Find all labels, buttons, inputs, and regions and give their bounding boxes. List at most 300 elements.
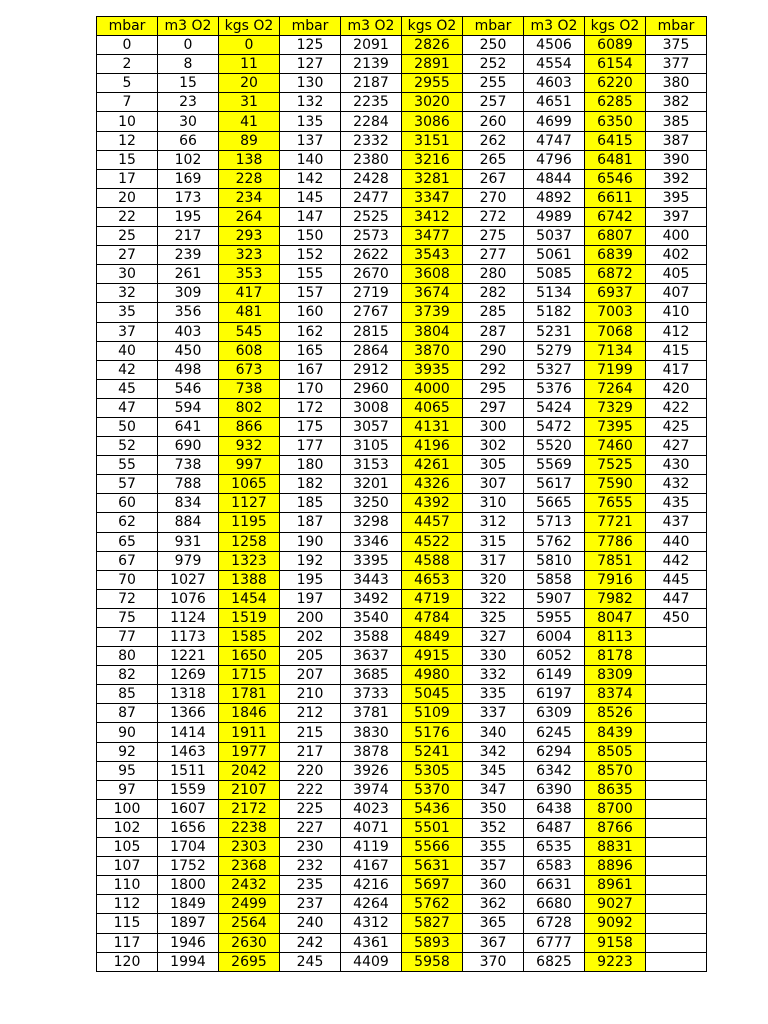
table-cell: 317 [463,551,524,570]
table-cell: 52 [97,437,158,456]
table-cell: 5631 [402,857,463,876]
table-cell: 42 [97,360,158,379]
table-cell: 62 [97,513,158,532]
table-cell: 82 [97,666,158,685]
table-row [97,417,707,436]
table-cell: 210 [280,685,341,704]
table-cell: 157 [280,284,341,303]
table-cell: 3057 [341,417,402,436]
table-cell: 80 [97,647,158,666]
table-cell: 6154 [585,55,646,74]
table-cell: 931 [158,532,219,551]
table-cell: 2912 [341,360,402,379]
table-cell: 834 [158,494,219,513]
table-cell: 50 [97,417,158,436]
table-cell: 172 [280,398,341,417]
table-cell: 6487 [524,818,585,837]
table-cell: 7851 [585,551,646,570]
table-row [97,914,707,933]
table-cell: 4065 [402,398,463,417]
table-cell: 4023 [341,799,402,818]
table-cell: 3216 [402,150,463,169]
table-cell: 145 [280,188,341,207]
table-row [97,74,707,93]
table-cell [646,895,707,914]
table-cell: 7003 [585,303,646,322]
table-cell: 6149 [524,666,585,685]
table-row [97,169,707,188]
table-cell: 15 [97,150,158,169]
table-cell: 4264 [341,895,402,914]
table-cell [646,952,707,971]
table-cell: 2332 [341,131,402,150]
table-cell: 3151 [402,131,463,150]
table-cell: 4071 [341,818,402,837]
table-cell: 0 [158,36,219,55]
table-cell: 0 [97,36,158,55]
table-cell: 6728 [524,914,585,933]
table-cell: 5617 [524,475,585,494]
table-cell: 4119 [341,838,402,857]
table-cell: 2891 [402,55,463,74]
table-cell: 6535 [524,838,585,857]
table-cell: 2235 [341,93,402,112]
table-row [97,55,707,74]
table-cell: 2091 [341,36,402,55]
table-cell: 5858 [524,570,585,589]
table-cell: 250 [463,36,524,55]
table-cell: 240 [280,914,341,933]
table-cell: 217 [158,227,219,246]
table-cell: 3674 [402,284,463,303]
table-cell: 9223 [585,952,646,971]
table-cell: 66 [158,131,219,150]
table-cell: 1704 [158,838,219,857]
table-cell: 292 [463,360,524,379]
table-row [97,818,707,837]
table-cell: 130 [280,74,341,93]
table-cell: 309 [158,284,219,303]
table-cell: 302 [463,437,524,456]
table-cell: 2525 [341,207,402,226]
table-cell: 1414 [158,723,219,742]
table-cell: 5424 [524,398,585,417]
table-cell: 7134 [585,341,646,360]
table-cell: 320 [463,570,524,589]
table-cell: 7590 [585,475,646,494]
table-cell: 252 [463,55,524,74]
table-cell: 305 [463,456,524,475]
table-cell: 3105 [341,437,402,456]
table-cell: 4522 [402,532,463,551]
table-row [97,799,707,818]
table-cell: 75 [97,608,158,627]
table-row [97,265,707,284]
table-row [97,933,707,952]
table-cell: 450 [158,341,219,360]
table-cell: 6415 [585,131,646,150]
column-header: m3 O2 [341,17,402,36]
table-row [97,246,707,265]
table-cell: 265 [463,150,524,169]
table-cell: 4588 [402,551,463,570]
table-cell: 5958 [402,952,463,971]
table-cell: 323 [219,246,280,265]
table-cell [646,685,707,704]
table-cell: 232 [280,857,341,876]
table-row [97,494,707,513]
table-cell: 2864 [341,341,402,360]
table-cell: 3926 [341,761,402,780]
table-cell [646,647,707,666]
table-cell: 2107 [219,780,280,799]
table-cell: 5085 [524,265,585,284]
table-cell: 6350 [585,112,646,131]
table-cell: 6294 [524,742,585,761]
table-cell: 4361 [341,933,402,952]
table-cell: 2622 [341,246,402,265]
table-cell: 1752 [158,857,219,876]
table-cell: 5241 [402,742,463,761]
table-row [97,93,707,112]
table-cell: 2960 [341,379,402,398]
table-cell: 37 [97,322,158,341]
table-cell: 340 [463,723,524,742]
table-cell: 57 [97,475,158,494]
table-cell: 387 [646,131,707,150]
table-cell: 322 [463,589,524,608]
table-cell: 397 [646,207,707,226]
table-cell: 6825 [524,952,585,971]
table-cell: 117 [97,933,158,952]
table-cell: 382 [646,93,707,112]
table-row [97,723,707,742]
table-cell: 5279 [524,341,585,360]
table-cell [646,876,707,895]
table-cell: 1800 [158,876,219,895]
table-cell: 3153 [341,456,402,475]
table-cell: 2767 [341,303,402,322]
column-header: m3 O2 [524,17,585,36]
table-cell: 290 [463,341,524,360]
table-cell: 293 [219,227,280,246]
table-cell: 169 [158,169,219,188]
table-cell: 264 [219,207,280,226]
table-cell: 95 [97,761,158,780]
table-cell: 272 [463,207,524,226]
table-cell: 1323 [219,551,280,570]
table-row [97,952,707,971]
table-cell: 90 [97,723,158,742]
table-cell: 315 [463,532,524,551]
table-cell: 2042 [219,761,280,780]
table-cell: 8047 [585,608,646,627]
header-row [97,17,707,36]
table-cell: 4409 [341,952,402,971]
table-cell: 932 [219,437,280,456]
table-cell: 31 [219,93,280,112]
table-cell: 0 [219,36,280,55]
table-row [97,227,707,246]
table-cell: 385 [646,112,707,131]
table-cell: 5501 [402,818,463,837]
table-cell: 140 [280,150,341,169]
table-cell: 4392 [402,494,463,513]
table-cell: 788 [158,475,219,494]
table-cell: 125 [280,36,341,55]
table-cell: 190 [280,532,341,551]
table-cell: 4796 [524,150,585,169]
table-cell: 802 [219,398,280,417]
table-cell: 235 [280,876,341,895]
table-cell: 5566 [402,838,463,857]
table-cell: 345 [463,761,524,780]
table-cell: 162 [280,322,341,341]
table-cell: 435 [646,494,707,513]
table-cell: 257 [463,93,524,112]
table-cell: 142 [280,169,341,188]
table-cell: 152 [280,246,341,265]
table-cell: 4844 [524,169,585,188]
table-cell: 3347 [402,188,463,207]
table-cell: 5472 [524,417,585,436]
table-cell: 195 [158,207,219,226]
table-cell: 195 [280,570,341,589]
table-cell: 127 [280,55,341,74]
table-cell: 6546 [585,169,646,188]
table-row [97,188,707,207]
table-cell: 6309 [524,704,585,723]
table-cell: 1318 [158,685,219,704]
table-cell: 6872 [585,265,646,284]
table-cell: 3281 [402,169,463,188]
table-cell: 25 [97,227,158,246]
table-cell: 197 [280,589,341,608]
column-header: kgs O2 [585,17,646,36]
table-cell: 9027 [585,895,646,914]
table-cell: 5037 [524,227,585,246]
table-cell: 177 [280,437,341,456]
table-cell: 15 [158,74,219,93]
table-cell: 380 [646,74,707,93]
table-cell: 270 [463,188,524,207]
column-header: mbar [463,17,524,36]
table-cell: 594 [158,398,219,417]
table-cell: 45 [97,379,158,398]
table-cell: 1559 [158,780,219,799]
table-cell: 3733 [341,685,402,704]
table-cell [646,818,707,837]
table-cell: 3588 [341,628,402,647]
table-cell: 3477 [402,227,463,246]
table-cell: 1065 [219,475,280,494]
table-cell: 65 [97,532,158,551]
table-cell: 102 [158,150,219,169]
table-cell: 4603 [524,74,585,93]
table-cell: 41 [219,112,280,131]
table-cell: 4261 [402,456,463,475]
table-cell: 866 [219,417,280,436]
table-cell: 4849 [402,628,463,647]
table-cell [646,838,707,857]
table-cell: 1897 [158,914,219,933]
table-cell: 1715 [219,666,280,685]
table-cell: 7982 [585,589,646,608]
table-cell: 261 [158,265,219,284]
table-row [97,742,707,761]
table-cell: 1585 [219,628,280,647]
table-cell: 347 [463,780,524,799]
table-cell: 242 [280,933,341,952]
table-cell: 4216 [341,876,402,895]
table-cell: 5231 [524,322,585,341]
table-row [97,761,707,780]
table-cell: 5893 [402,933,463,952]
column-header: mbar [280,17,341,36]
table-cell: 6089 [585,36,646,55]
table-cell: 1027 [158,570,219,589]
table-cell: 4000 [402,379,463,398]
table-row [97,322,707,341]
table-cell: 11 [219,55,280,74]
table-cell [646,780,707,799]
table-cell: 6390 [524,780,585,799]
table-row [97,112,707,131]
table-cell: 2826 [402,36,463,55]
table-cell: 72 [97,589,158,608]
table-cell: 445 [646,570,707,589]
table-row [97,303,707,322]
table-cell: 239 [158,246,219,265]
table-cell [646,761,707,780]
table-cell: 245 [280,952,341,971]
table-cell: 3637 [341,647,402,666]
table-cell: 3008 [341,398,402,417]
table-cell: 150 [280,227,341,246]
table-cell: 7786 [585,532,646,551]
table-cell: 2955 [402,74,463,93]
table-cell: 415 [646,341,707,360]
table-row [97,398,707,417]
table-cell [646,628,707,647]
table-cell: 87 [97,704,158,723]
table-cell: 105 [97,838,158,857]
table-cell: 8635 [585,780,646,799]
table-cell: 205 [280,647,341,666]
table-cell: 138 [219,150,280,169]
table-cell: 4196 [402,437,463,456]
table-cell: 230 [280,838,341,857]
table-cell [646,914,707,933]
table-cell: 192 [280,551,341,570]
table-cell: 5697 [402,876,463,895]
table-cell: 120 [97,952,158,971]
table-cell: 545 [219,322,280,341]
table-row [97,704,707,723]
table-cell: 1173 [158,628,219,647]
table-cell: 337 [463,704,524,723]
table-cell: 377 [646,55,707,74]
table-cell: 12 [97,131,158,150]
table-cell: 450 [646,608,707,627]
table-cell: 165 [280,341,341,360]
table-cell: 2719 [341,284,402,303]
table-cell: 8831 [585,838,646,857]
table-cell: 5134 [524,284,585,303]
table-cell: 285 [463,303,524,322]
table-cell: 410 [646,303,707,322]
table-cell: 8700 [585,799,646,818]
table-row [97,131,707,150]
table-cell: 422 [646,398,707,417]
table-cell: 30 [158,112,219,131]
table-cell: 4784 [402,608,463,627]
table-cell: 112 [97,895,158,914]
table-cell: 5762 [402,895,463,914]
table-cell: 7199 [585,360,646,379]
table-cell: 3443 [341,570,402,589]
table-cell: 8961 [585,876,646,895]
table-cell: 6631 [524,876,585,895]
table-cell: 738 [158,456,219,475]
table-cell: 200 [280,608,341,627]
table-cell: 335 [463,685,524,704]
table-cell: 228 [219,169,280,188]
table-cell: 115 [97,914,158,933]
table-cell [646,933,707,952]
table-cell: 403 [158,322,219,341]
table-cell: 3492 [341,589,402,608]
table-cell: 1781 [219,685,280,704]
table-cell: 979 [158,551,219,570]
table-row [97,895,707,914]
table-cell: 40 [97,341,158,360]
table-cell: 277 [463,246,524,265]
table-cell: 4457 [402,513,463,532]
table-cell: 207 [280,666,341,685]
table-cell: 1650 [219,647,280,666]
table-cell: 3608 [402,265,463,284]
table-cell: 407 [646,284,707,303]
table-row [97,589,707,608]
table-cell: 4915 [402,647,463,666]
table-cell: 300 [463,417,524,436]
table-cell: 3870 [402,341,463,360]
table-cell: 6937 [585,284,646,303]
table-cell: 1076 [158,589,219,608]
table-cell: 5907 [524,589,585,608]
table-cell: 5109 [402,704,463,723]
column-header: kgs O2 [219,17,280,36]
table-cell: 310 [463,494,524,513]
table-row [97,360,707,379]
table-cell: 641 [158,417,219,436]
table-row [97,647,707,666]
table-cell: 5569 [524,456,585,475]
table-body [97,36,707,972]
table-cell: 217 [280,742,341,761]
table-cell: 402 [646,246,707,265]
table-cell: 546 [158,379,219,398]
table-cell: 3346 [341,532,402,551]
table-cell: 2499 [219,895,280,914]
table-cell: 8309 [585,666,646,685]
table-cell: 8374 [585,685,646,704]
table-cell: 1849 [158,895,219,914]
table-header [97,17,707,36]
table-cell: 2 [97,55,158,74]
table-cell: 6611 [585,188,646,207]
